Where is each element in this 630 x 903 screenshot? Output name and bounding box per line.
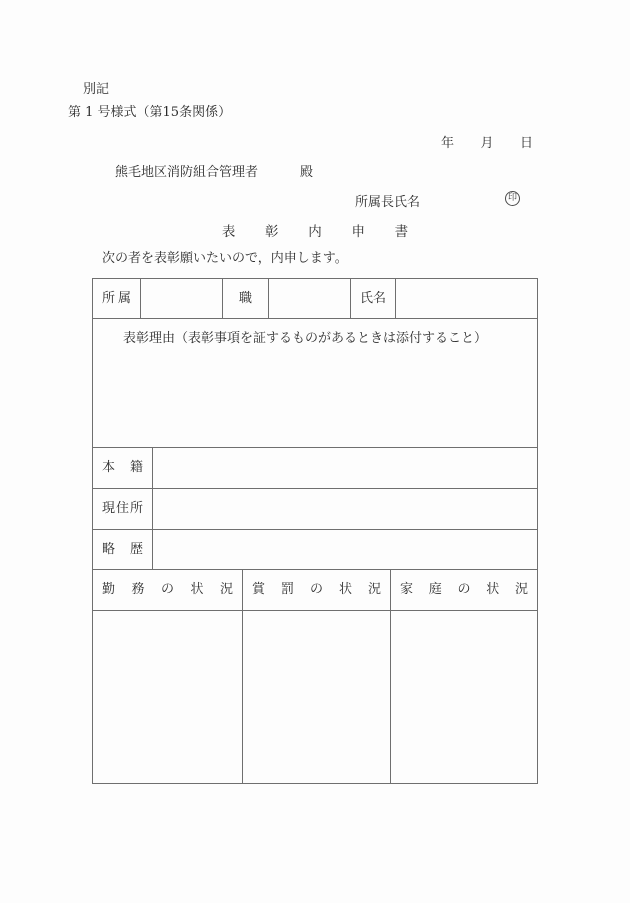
form-number: 第 1 号様式（第15条関係） [68,105,232,120]
career-row [93,530,537,570]
seal-character: 印 [507,193,517,203]
family-status-header: 家庭の状況 [400,582,528,597]
domicile-row [93,448,537,489]
intro-text: 次の者を表彰願いたいので，内申します。 [102,251,348,266]
address-label: 現住所 [93,489,153,529]
identity-row [93,279,537,319]
document-title: 表彰内申書 [221,224,438,240]
addressee-honorific: 殿 [300,165,314,180]
reason-row [93,319,537,448]
domicile-field [153,448,537,488]
date-month-label: 月 [480,136,494,151]
career-label: 略歴 [93,530,153,569]
seal-icon [505,191,520,206]
address-row [93,489,537,530]
status-header-row [93,570,537,611]
addressee-line [115,161,314,180]
sender-name-label: 所属長氏名 [355,195,421,210]
position-label: 職 [223,279,269,318]
reason-label: 表彰理由（表彰事項を証するものがあるときは添付すること） [123,331,488,346]
affiliation-field [141,279,223,318]
form-table [92,278,538,784]
reason-cell [93,319,537,447]
family-status-field [391,611,537,783]
domicile-label: 本籍 [93,448,153,488]
rewards-punishments-header: 賞罰の状況 [243,570,391,610]
career-field [153,530,537,569]
name-field [396,279,537,318]
date-day-label: 日 [519,136,533,151]
work-status-header: 勤務の状況 [93,570,243,610]
address-field [153,489,537,529]
position-field [269,279,351,318]
name-label: 氏名 [351,279,396,318]
sender-line [355,191,517,210]
work-status-field [93,611,243,783]
date-line [441,132,533,151]
date-year-label: 年 [441,136,455,151]
rewards-punishments-field [243,611,391,783]
note-label: 別記 [83,82,110,97]
status-body-row [93,611,537,783]
addressee-name: 熊毛地区消防組合管理者 [115,165,259,180]
affiliation-label: 所属 [93,279,141,318]
